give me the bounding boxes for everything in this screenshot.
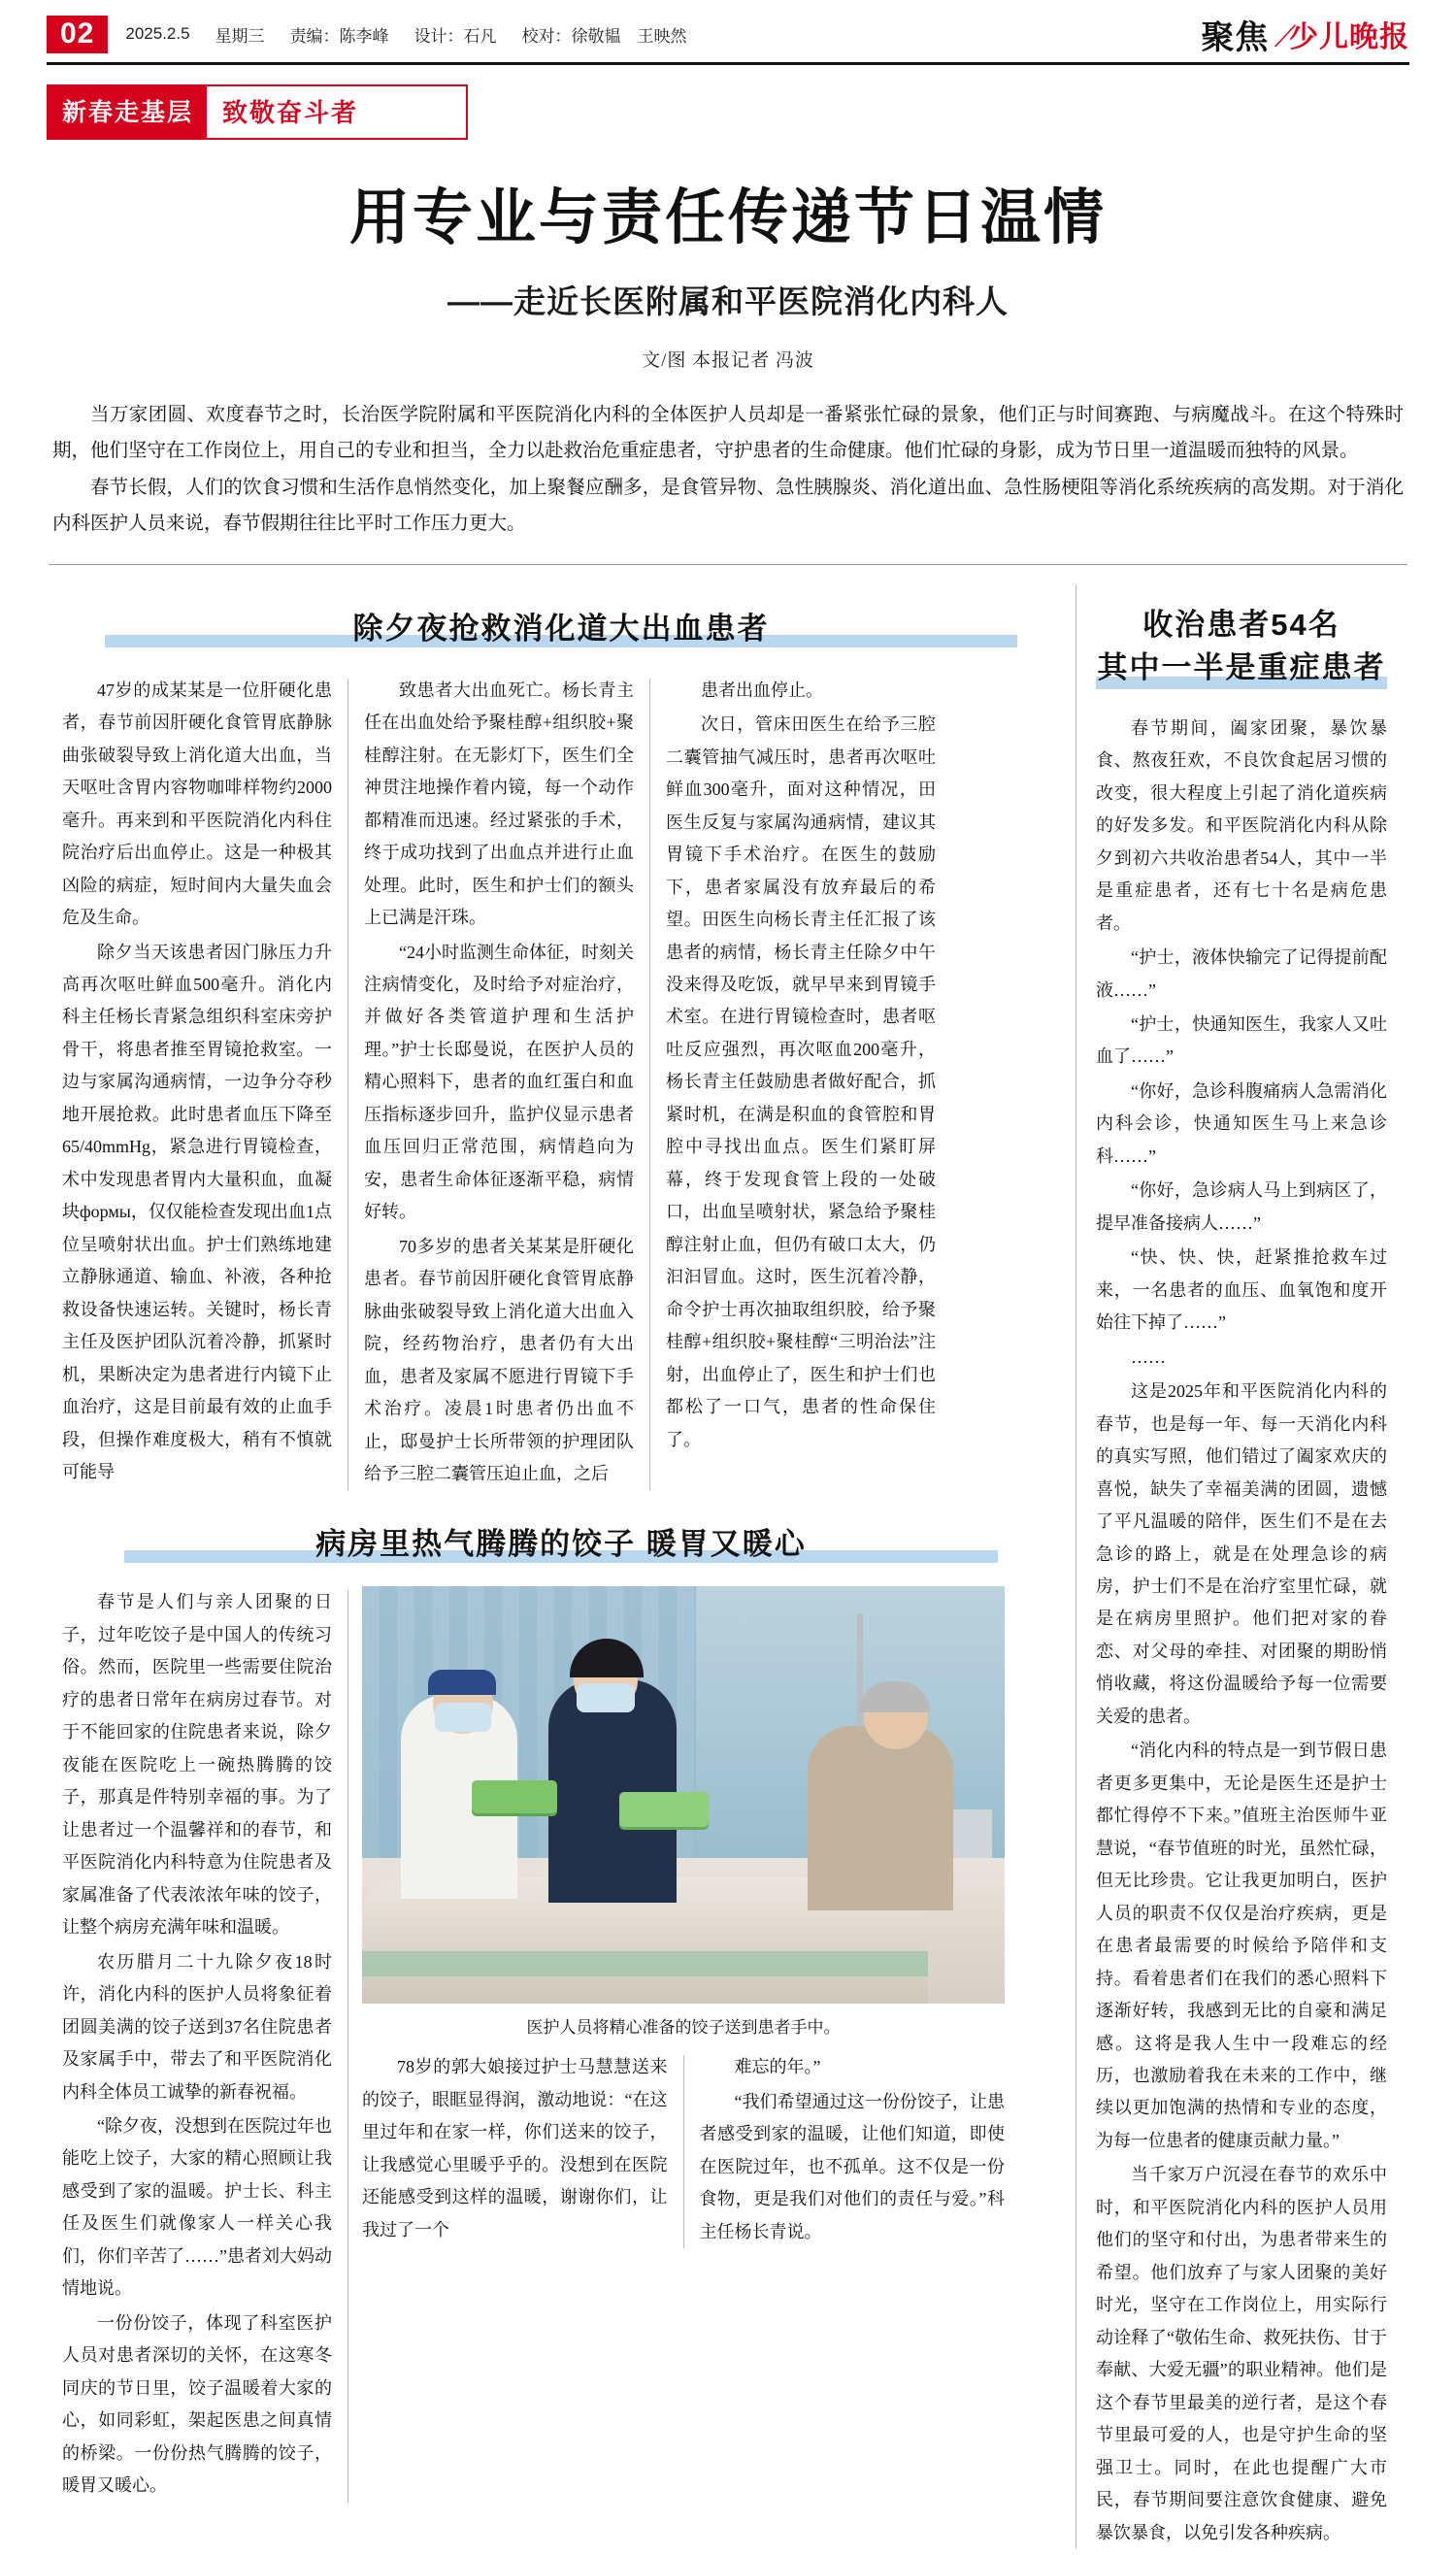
divider [49,564,1407,565]
section-flag [47,84,468,140]
section3-column [1076,581,1387,2549]
photo-caption: 医护人员将精心准备的饺子送到患者手中。 [526,2018,841,2038]
weekday: 星期三 [215,26,265,46]
photo-nurse-body [548,1679,677,1903]
section1-title-text: 除夕夜抢救消化道大出血患者 [352,611,770,646]
paragraph: “你好，急诊科腹痛病人急需消化内科会诊，快通知医生马上来急诊科……” [1096,1080,1387,1166]
masthead-brand [1201,11,1409,58]
photo-doctor-mask [435,1703,491,1732]
logo-slash-icon: ⁄ [1278,18,1294,54]
paragraph: “24小时监测生命体征，时刻关注病情变化，及时给予对症治疗，并做好各类管道护理和生活护理。”护士长邸曼说，在医护人员的精心照料下，患者的血红蛋白和血压指标逐步回升，监护仪显示患者血压回归正常范围，病情趋向为安，患者生命体征逐渐平稳，病情好转。 [364,942,634,1222]
paragraph: “护士，快通知医生，我家人又吐血了……” [1096,1014,1387,1067]
photo-dumpling-box [619,1792,709,1827]
paragraph: 除夕当天该患者因门脉压力升高再次呕吐鲜血500毫升。消化内科主任杨长青紧急组织科室床旁护骨干，将患者推至胃镜抢救室。一边与家属沟通病情，一边争分夺秒地开展抢救。此时患者血压下降至65/40mmHg，紧急进行胃镜检查，术中发现患者胃内大量积血，血凝块формы，仅仅能检查发现出血1点位呈喷射状出血。护士们熟练地建立静脉通道、输血、补液，各种抢救设备快速运转。关键时，杨长青主任及医护团队沉着冷静，抓紧时机，果断决定为患者进行内镜下止血治疗，这是目前最有效的止血手段，但操作难度极大，稍有不慎就可能导 [62,942,332,1481]
paragraph: “快、快、快，赶紧推抢救车过来，一名患者的血压、血氧饱和度开始往下掉了……” [1096,1247,1387,1333]
paragraph: “我们希望通过这一份份饺子，让患者感受到家的温暖，让他们知道，即使在医院过年，也不孤单。这不仅是一份食物，更是我们对他们的责任与爱。”科主任杨长青说。 [699,2091,1005,2241]
flag-white-label: 致敬奋斗者 [207,86,374,138]
flag-red-label: 新春走基层 [49,86,207,138]
lead-paragraph: 春节长假，人们的饮食习惯和生活作息悄然变化，加上聚餐应酬多，是食管异物、急性胰腺炎、消化道出血、急性肠梗阻等消化系统疾病的高发期。对于消化内科医护人员来说，春节假期往往比平时工作压力更大。 [52,477,1404,535]
paragraph: …… [1131,1346,1166,1367]
paragraph: “消化内科的特点是一到节假日患者更多更集中，无论是医生还是护士都忙得停不下来。”值班主治医师牛亚慧说，“春节值班的时光，虽然忙碌，但无比珍贵。它让我更加明白，医护人员的职责不仅仅是治疗疾病，更是在患者最需要的时候给予陪伴和支持。看着患者们在我们的悉心照料下逐渐好转，我感到无比的自豪和满足感。这将是我人生中一段难忘的经历，也激励着我在未来的工作中，继续以更加饱满的热情和专业的态度，为每一位患者的健康贡献力量。” [1096,1741,1387,2150]
paragraph: 这是2025年和平医院消化内科的春节，也是每一年、每一天消化内科的真实写照，他们错过了阖家欢庆的喜悦，缺失了幸福美满的团圆，遗憾了平凡温暖的陪伴，医生们不是在去急诊的路上，就是在处理急诊的病房，护士们不是在治疗室里忙碌，就是在病房里照护。他们把对家的眷恋、对父母的牵挂、对团聚的期盼悄悄收藏，将这份温暖给予每一位需要关爱的患者。 [1096,1381,1387,1726]
body-grid [47,581,1409,2549]
paragraph: 78岁的郭大娘接过护士马慧慧送来的饺子，眼眶显得润，激动地说：“在这里过年和在家一样，你们送来的饺子，让我感觉心里暖乎乎的。没想到在医院还能感受到这样的温暖，谢谢你们，让我过了一个 [362,2057,668,2240]
section1-col-3 [650,675,951,1491]
masthead [47,0,1409,65]
photo-dumpling-box [472,1780,557,1813]
paragraph: 春节期间，阖家团聚，暴饮暴食、熬夜狂欢，不良饮食起居习惯的改变，很大程度上引起了消化道疾病的好发多发。和平医院消化内科从除夕到初六共收治患者54人，其中一半是重症患者，还有七十名是病危患者。 [1096,717,1387,933]
editor: 责编：陈李峰 [289,26,389,46]
section2-title [124,1519,998,1565]
page-number: 02 [47,16,108,53]
paragraph: 致患者大出血死亡。杨长青主任在出血处给予聚桂醇+组织胶+聚桂醇注射。在无影灯下，医生们全神贯注地操作着内镜，每一个动作都精准而迅速。经过紧张的手术，终于成功找到了出血点并进行止血处理。此时，医生和护士们的额头上已满是汗珠。 [364,680,634,928]
section2-feature [348,1586,1018,2502]
paragraph: 47岁的成某某是一位肝硬化患者，春节前因肝硬化食管胃底静脉曲张破裂导致上消化道大出血，当天呕吐含胃内容物咖啡样物约2000毫升。再来到和平医院消化内科住院治疗后出血停止。这是一种极其凶险的病症，短时间内大量失血会危及生命。 [62,680,332,928]
paragraph: “你好，急诊病人马上到病区了，提早准备接病人……” [1096,1180,1387,1233]
lead-paragraphs [47,397,1409,543]
section2-title-text: 病房里热气腾腾的饺子 暖胃又暖心 [315,1527,807,1562]
section2-columns [47,1586,1075,2502]
paragraph: 当千家万户沉浸在春节的欢乐中时，和平医院消化内科的医护人员用他们的坚守和付出，为患者带来生的希望。他们放弃了与家人团聚的美好时光，坚守在工作岗位上，用实际行动诠释了“敬佑生命、救死扶伤、甘于奉献、大爱无疆”的职业精神。他们是这个春节里最美的逆行者，是这个春节里最可爱的人，也是守护生命的坚强卫士。同时，在此也提醒广大市民，春节期间要注意饮食健康、避免暴饮暴食，以免引发各种疾病。 [1096,2165,1387,2542]
issue-date: 2025.2.5 [125,24,190,43]
paragraph: 难忘的年。” [734,2057,821,2077]
masthead-meta [125,22,686,47]
paragraph: 次日，管床田医生在给予三腔二囊管抽气减压时，患者再次呕吐鲜血300毫升，面对这种情况，田医生反复与家属沟通病情，建议其胃镜下手术治疗。在医生的鼓励下，患者家属没有放弃最后的希望。田医生向杨长青主任汇报了该患者的病情，杨长青主任除夕中午没来得及吃饭，就早早来到胃镜手术室。在进行胃镜检查时，患者呕吐反应强烈，再次呕血200毫升，杨长青主任鼓励患者做好配合，抓紧时机，在满是积血的食管腔和胃腔中寻找出血点。医生们紧盯屏幕，终于发现食管上段的一处破口，出血呈喷射状，紧急给予聚桂醇注射止血，但仍有破口太大，仍汩汩冒血。这时，医生沉着冷静，命令护士再次抽取组织胶，给予聚桂醇+组织胶+聚桂醇“三明治法”注射，出血停止了，医生和护士们也都松了一口气，患者的性命保住了。 [666,714,936,1449]
photo-patient-body [808,1726,953,1910]
designer: 设计：石凡 [414,26,497,46]
section1-col-2 [348,675,649,1491]
paragraph: 70多岁的患者关某某是肝硬化患者。春节前因肝硬化食管胃底静脉曲张破裂导致上消化道大出血入院，经药物治疗，患者仍有大出血，患者及家属不愿进行胃镜下手术治疗。凌晨1时患者仍出血不止，邸曼护士长所带领的护理团队给予三腔二囊管压迫止血，之后 [364,1236,634,1483]
page-subtitle: ——走近长医附属和平医院消化内科人 [447,283,1009,319]
left-zone [47,581,1075,2549]
section2-lower-columns [362,2051,1005,2248]
section2-col-2 [362,2051,683,2248]
paragraph: 农历腊月二十九除夕夜18时许，消化内科的医护人员将象征着团圆美满的饺子送到37名住院患者及家属手中，带去了和平医院消化内科全体员工诚挚的新春祝福。 [62,1951,332,2102]
page-title: 用专业与责任传递节日温情 [348,184,1107,251]
paragraph: 一份份饺子，体现了科室医护人员对患者深切的关怀，在这寒冬同庆的节日里，饺子温暖着大家的心，如同彩虹，架起医患之间真情的桥梁。一份份热气腾腾的饺子，暖胃又暖心。 [62,2312,332,2496]
lead-paragraph: 当万家团圆、欢度春节之时，长治医学院附属和平医院消化内科的全体医护人员却是一番紧张忙碌的景象，他们正与时间赛跑、与病魔战斗。在这个特殊时期，他们坚守在工作岗位上，用自己的专业和担当，全力以赴救治危重症患者，守护患者的生命健康。他们忙碌的身影，成为节日里一道温暖而独特的风景。 [52,405,1404,462]
section3-title-line1: 收治患者54名 [1142,607,1340,642]
paragraph: “护士，液体快输完了记得提前配液……” [1096,947,1387,1000]
footer-space [47,2549,1409,2555]
photo-doctor-cap [428,1670,496,1695]
photo-quilt-band [362,1951,928,1976]
photo-nurse-mask [577,1683,635,1712]
section3-title [1096,604,1387,691]
section1-columns [47,675,1075,1491]
focus-label: 聚焦 [1201,18,1270,56]
paragraph: “除夕夜，没想到在医院过年也能吃上饺子，大家的精心照顾让我感受到了家的温暖。护士长、科主任及医生们就像家人一样关心我们，你们辛苦了……”患者刘大妈动情地说。 [62,2115,332,2299]
proofreader: 校对：徐敬韫 王映然 [521,26,687,46]
paragraph: 春节是人们与亲人团聚的日子，过年吃饺子是中国人的传统习俗。然而，医院里一些需要住院治疗的患者日常年在病房过春节。对于不能回家的住院患者来说，除夕夜能在医院吃上一碗热腾腾的饺子，那真是件特别幸福的事。为了让患者过一个温馨祥和的春节，和平医院消化内科特意为住院患者及家属准备了代表浓浓年味的饺子，让整个病房充满年味和温暖。 [62,1592,332,1938]
paper-name: 少儿晚报 [1289,21,1409,53]
section2-col-1 [47,1586,347,2502]
section1-title [105,604,1017,649]
section3-title-line2: 其中一半是重症患者 [1097,649,1386,684]
feature-photo [362,1586,1005,2004]
section1-col-1 [47,675,347,1491]
section2-col-3 [684,2051,1006,2248]
paper-logo [1274,13,1409,55]
paragraph: 患者出血停止。 [701,680,823,700]
byline: 文/图 本报记者 冯波 [642,350,814,371]
